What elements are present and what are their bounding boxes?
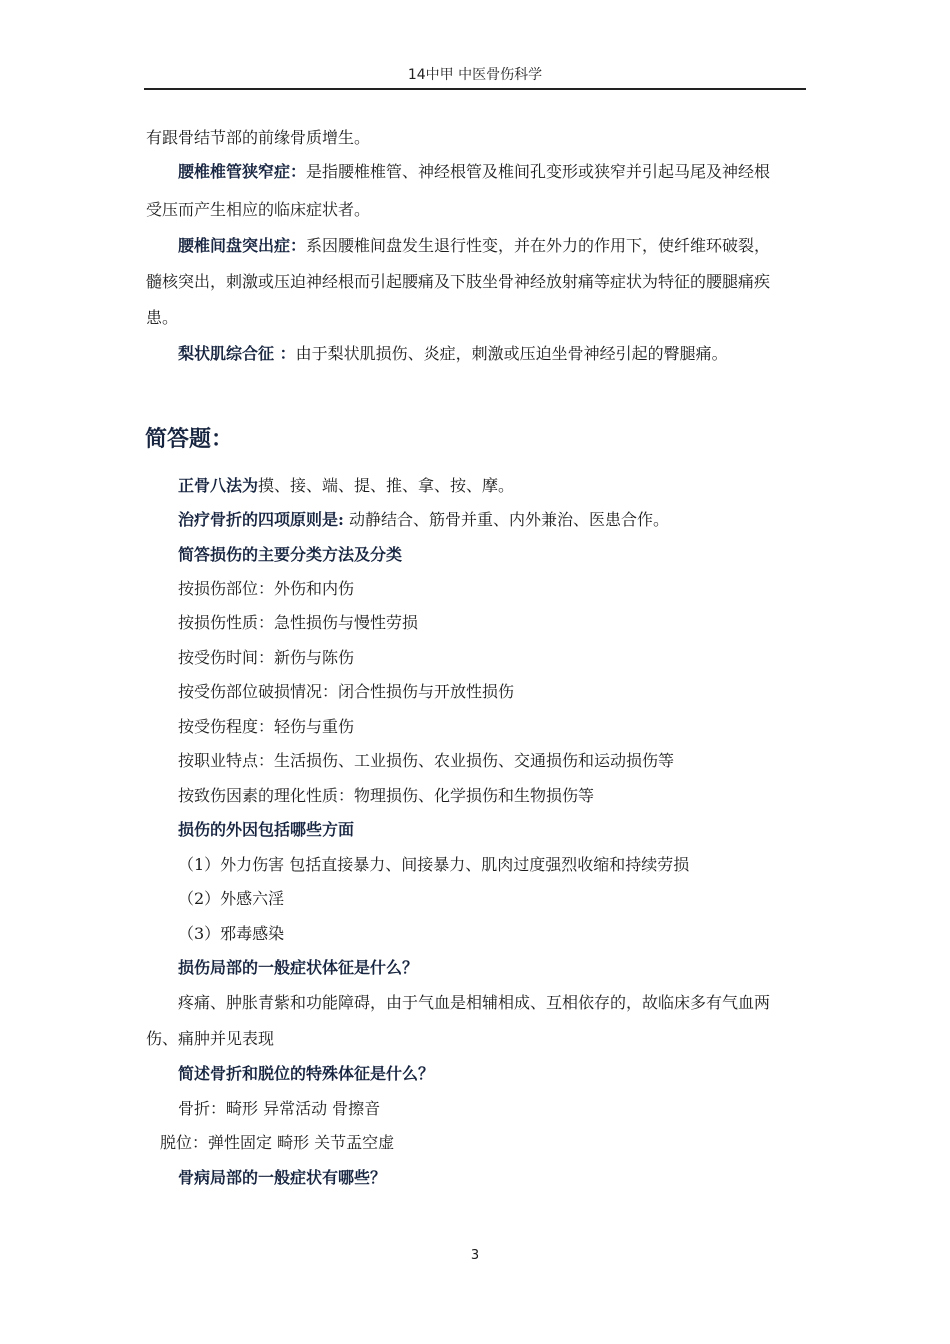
paragraph-continuation: 有跟骨结节部的前缘骨质增生。	[146, 128, 371, 147]
answer-text: 疼痛、肿胀青紫和功能障碍，由于气血是相辅相成、互相依存的，故临床多有气血两	[178, 993, 771, 1012]
header-rule	[144, 88, 806, 90]
list-item: （2）外感六淫	[178, 889, 285, 908]
qa-text: 动静结合、筋骨并重、内外兼治、医患合作。	[343, 510, 670, 529]
term-piriformis: 梨状肌综合征 ：	[178, 344, 296, 363]
list-item: （1）外力伤害 包括直接暴力、间接暴力、肌肉过度强烈收缩和持续劳损	[178, 855, 690, 874]
list-item: 按受伤时间：新伤与陈伤	[178, 648, 355, 667]
definition-text: 是指腰椎椎管、神经根管及椎间孔变形或狭窄并引起马尾及神经根	[306, 162, 771, 181]
qa-term: 正骨八法为	[178, 476, 259, 495]
list-item: 按损伤性质：急性损伤与慢性劳损	[178, 613, 419, 632]
definition-text: 系因腰椎间盘发生退行性变，并在外力的作用下，使纤维环破裂，	[306, 236, 771, 255]
definition-text: 髓核突出，刺激或压迫神经根而引起腰痛及下肢坐骨神经放射痛等症状为特征的腰腿痛疾	[146, 272, 771, 291]
answer-text: 骨折：畸形 异常活动 骨擦音	[178, 1099, 381, 1118]
definition-text: 患。	[146, 308, 179, 327]
term-disc-herniation: 腰椎间盘突出症：	[178, 236, 307, 255]
question-heading: 骨病局部的一般症状有哪些？	[178, 1168, 387, 1187]
definition-lumbar-stenosis	[0, 162, 950, 182]
qa-text: 摸、接、端、提、推、拿、按、摩。	[258, 476, 515, 495]
definition-disc-herniation	[0, 236, 950, 256]
list-item: 按受伤部位破损情况：闭合性损伤与开放性损伤	[178, 682, 515, 701]
question-heading: 损伤局部的一般症状体征是什么？	[178, 958, 419, 977]
question-heading: 简述骨折和脱位的特殊体征是什么？	[178, 1064, 435, 1083]
term-lumbar-stenosis: 腰椎椎管狭窄症：	[178, 162, 307, 181]
list-item: 按职业特点：生活损伤、工业损伤、农业损伤、交通损伤和运动损伤等	[178, 751, 675, 770]
definition-text: 受压而产生相应的临床症状者。	[146, 200, 371, 219]
qa-four-principles	[0, 510, 950, 530]
qa-eight-methods	[0, 476, 950, 496]
page-number: 3	[470, 1248, 480, 1263]
answer-text: 脱位：弹性固定 畸形 关节盂空虚	[160, 1133, 395, 1152]
question-heading: 损伤的外因包括哪些方面	[178, 820, 355, 839]
section-heading: 简答题：	[145, 426, 234, 452]
answer-text: 伤、痛肿并见表现	[146, 1029, 275, 1048]
question-heading: 简答损伤的主要分类方法及分类	[178, 545, 403, 564]
definition-text: 由于梨状肌损伤、炎症，刺激或压迫坐骨神经引起的臀腿痛。	[295, 344, 728, 363]
list-item: 按致伤因素的理化性质：物理损伤、化学损伤和生物损伤等	[178, 786, 595, 805]
definition-piriformis	[0, 344, 950, 364]
list-item: 按受伤程度：轻伤与重伤	[178, 717, 355, 736]
list-item: 按损伤部位：外伤和内伤	[178, 579, 355, 598]
qa-term: 治疗骨折的四项原则是:	[178, 510, 344, 529]
page-header: 14中甲 中医骨伤科学	[407, 67, 543, 83]
list-item: （3）邪毒感染	[178, 924, 285, 943]
